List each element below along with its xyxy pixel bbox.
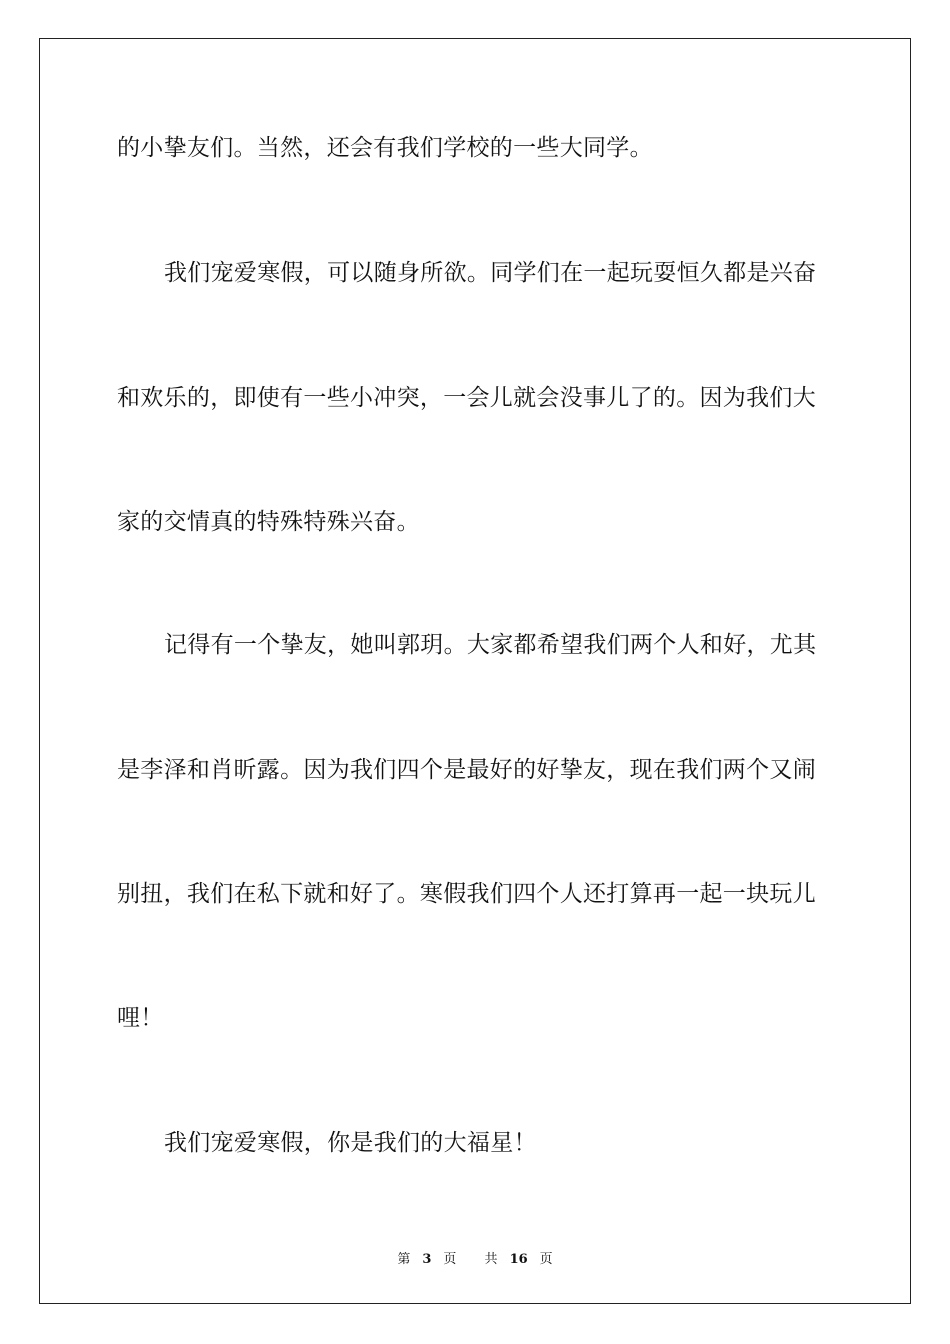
paragraph-line-4: 家的交情真的特殊特殊兴奋。: [117, 509, 420, 535]
total-prefix: 共: [484, 1252, 498, 1267]
page-indicator: [391, 1252, 462, 1267]
page-suffix: 页: [443, 1252, 457, 1267]
total-pages-indicator: [479, 1252, 559, 1267]
paragraph-line-7: 别扭，我们在私下就和好了。寒假我们四个人还打算再一起一块玩儿: [117, 881, 816, 907]
paragraph-line-9: 我们宠爱寒假，你是我们的大福星！: [164, 1130, 537, 1156]
total-suffix: 页: [539, 1252, 553, 1267]
text-line-1: 的小挚友们。当然，还会有我们学校的一些大同学。: [117, 135, 653, 161]
paragraph-line-5: 记得有一个挚友，她叫郭玥。大家都希望我们两个人和好，尤其: [164, 632, 817, 658]
paragraph-line-3: 和欢乐的，即使有一些小冲突，一会儿就会没事儿了的。因为我们大: [117, 385, 816, 411]
total-pages: 16: [509, 1252, 528, 1267]
page-prefix: 第: [397, 1252, 411, 1267]
page-number: 3: [422, 1252, 432, 1267]
paragraph-line-8: 哩！: [117, 1005, 164, 1031]
paragraph-line-6: 是李泽和肖昕露。因为我们四个是最好的好挚友，现在我们两个又闹: [117, 757, 816, 783]
page-border: [39, 38, 911, 1304]
paragraph-line-2: 我们宠爱寒假，可以随身所欲。同学们在一起玩耍恒久都是兴奋: [164, 260, 817, 286]
page-footer: [0, 1248, 950, 1267]
